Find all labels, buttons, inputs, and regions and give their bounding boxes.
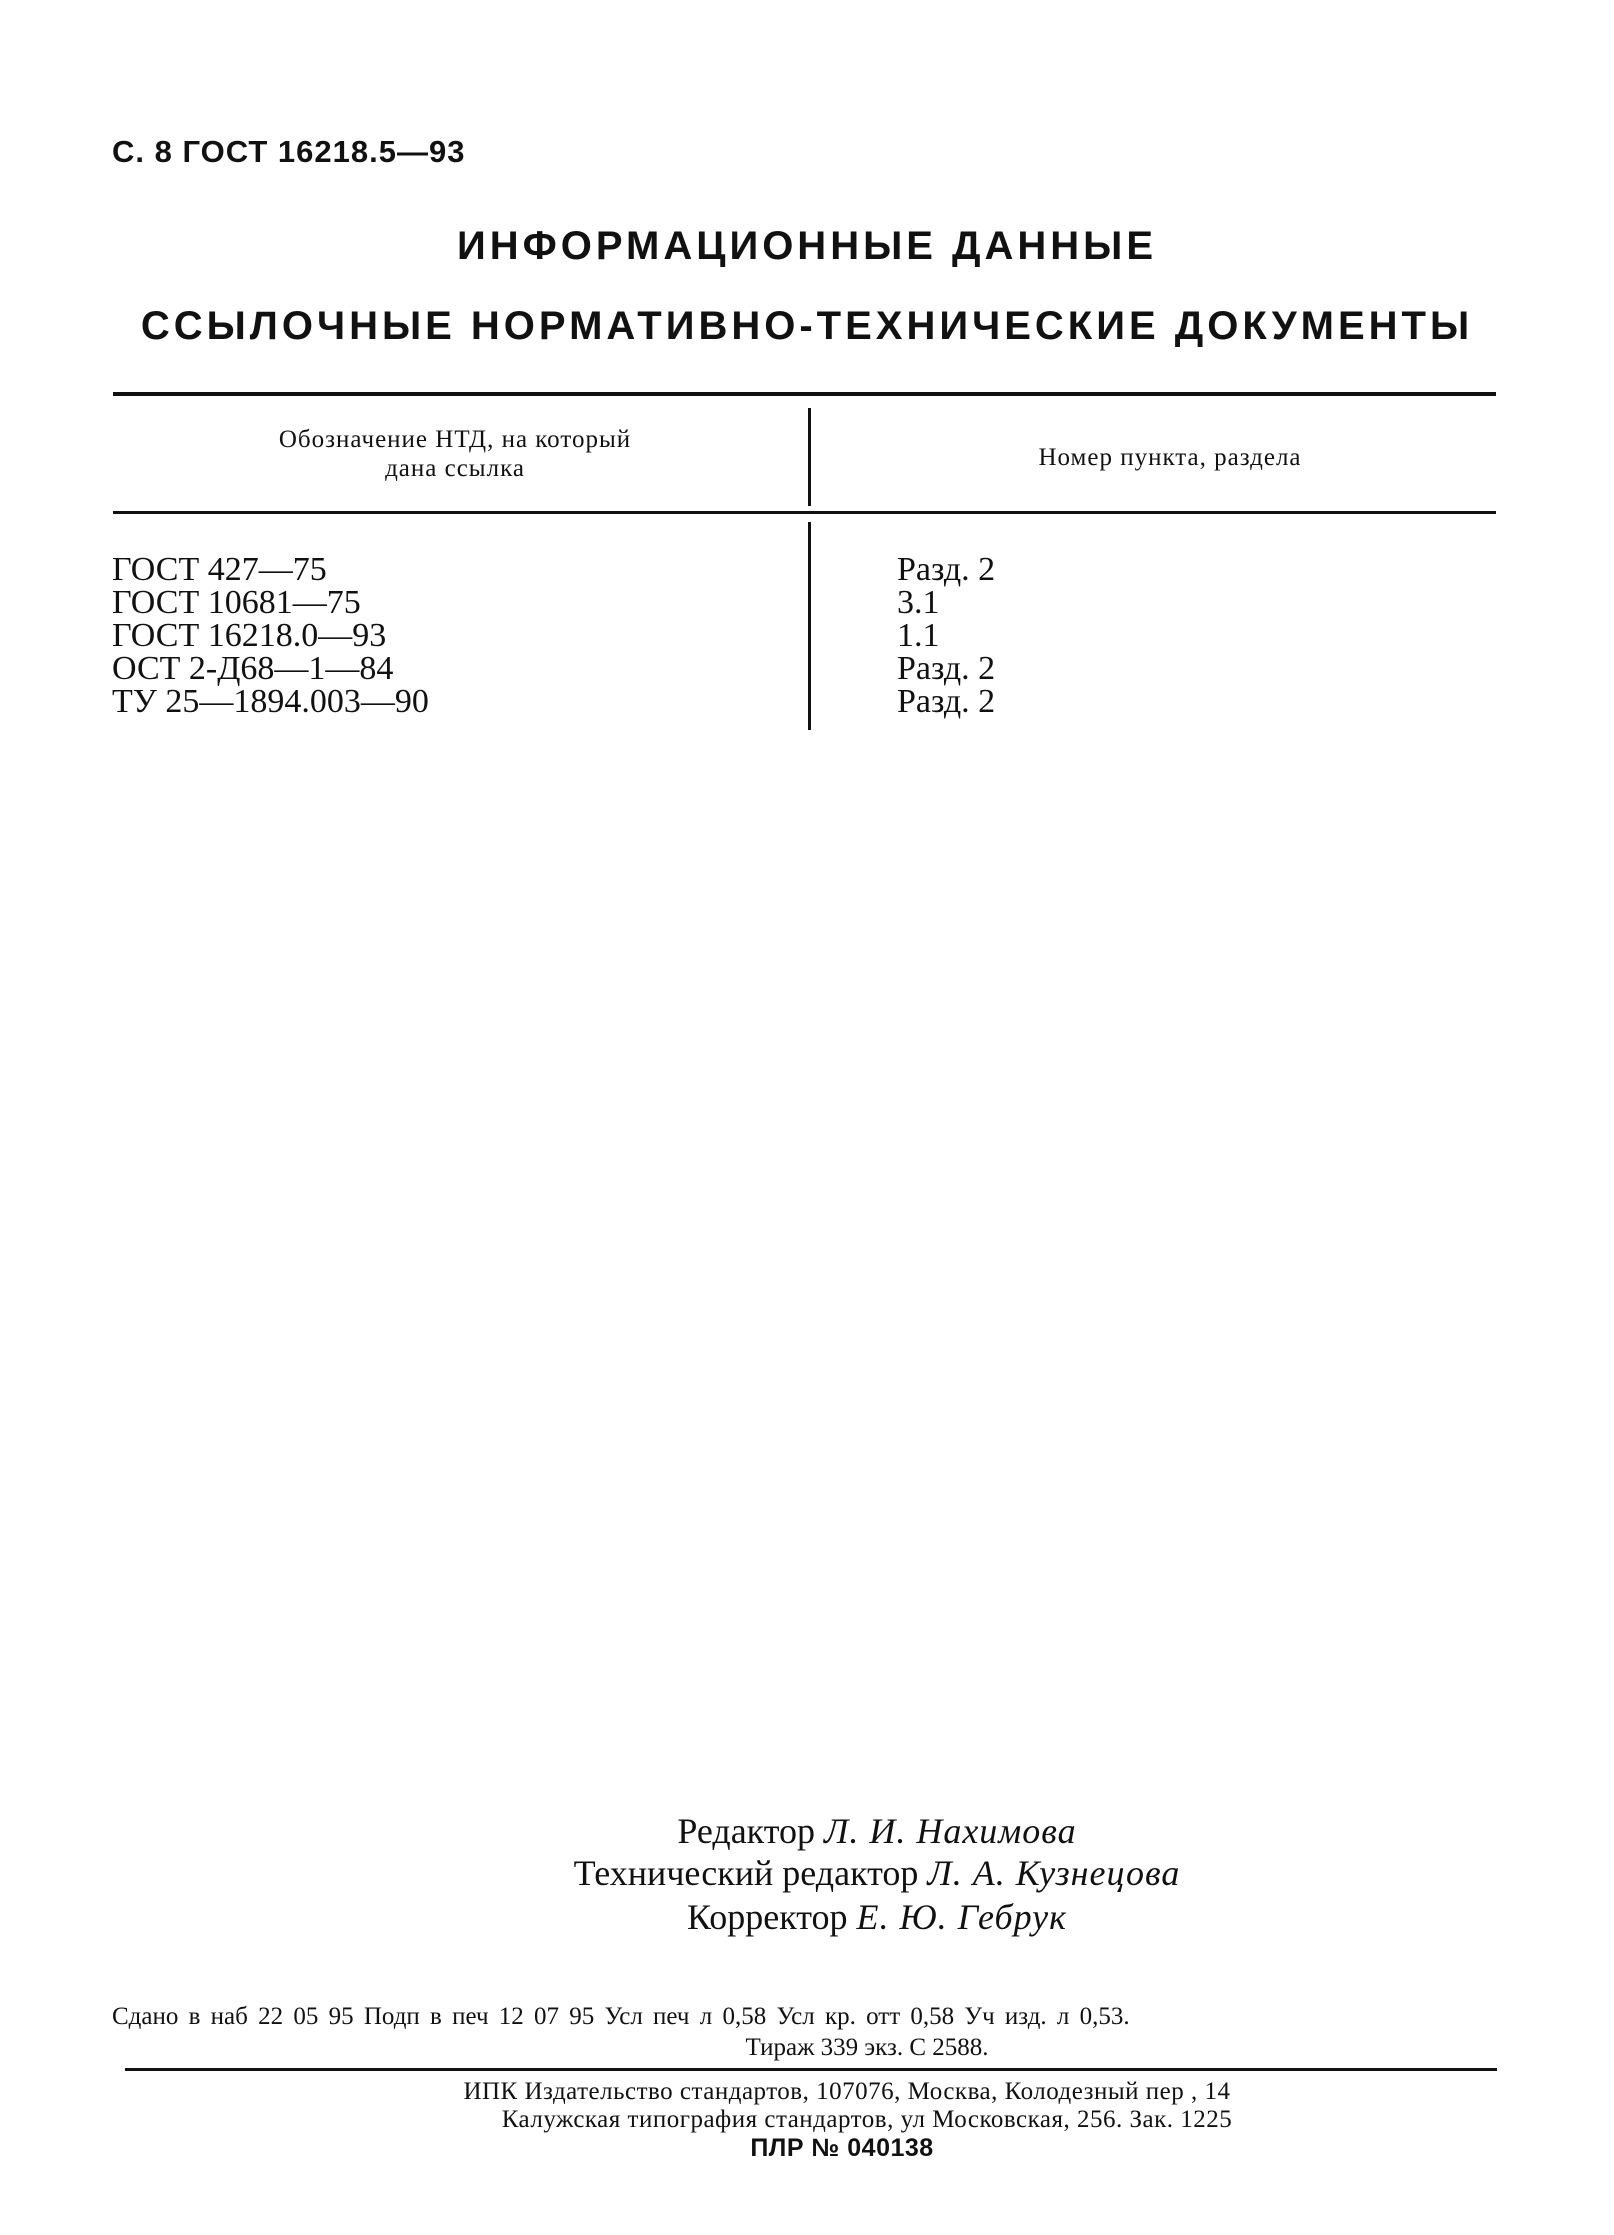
- table-header-rule: [113, 511, 1496, 514]
- table-cell-section: Разд. 2: [897, 650, 996, 687]
- table-column-documents: [112, 553, 429, 718]
- table-header-document-line1: Обозначение НТД, на который: [278, 426, 632, 453]
- table-header-divider: [808, 408, 811, 506]
- credit-editor-role: Редактор: [677, 1811, 815, 1851]
- license-number: ПЛР № 040138: [750, 2134, 934, 2162]
- credit-proofreader-name: Е. Ю. Гебрук: [856, 1897, 1067, 1937]
- table-body-divider: [808, 522, 811, 730]
- table-top-rule: [113, 392, 1496, 396]
- table-column-sections: [897, 553, 995, 718]
- table-cell-section: Разд. 2: [897, 683, 996, 720]
- table-cell-doc: ГОСТ 10681—75: [112, 584, 361, 621]
- credit-editor: [0, 1810, 1614, 1852]
- table-cell-section: 3.1: [897, 584, 940, 621]
- credit-proofreader: [0, 1896, 1614, 1938]
- imprint-rule: [125, 2068, 1497, 2071]
- credit-proofreader-role: Корректор: [687, 1897, 848, 1937]
- section-title: ИНФОРМАЦИОННЫЕ ДАННЫЕ: [456, 224, 1158, 268]
- section-subtitle: ССЫЛОЧНЫЕ НОРМАТИВНО-ТЕХНИЧЕСКИЕ ДОКУМЕНТЫ: [140, 304, 1474, 348]
- table-header-document: [150, 425, 760, 483]
- page-header: С. 8 ГОСТ 16218.5—93: [112, 134, 466, 169]
- table-header-document-line2: дана ссылка: [385, 455, 525, 482]
- credit-tech-editor-name: Л. А. Кузнецова: [927, 1853, 1181, 1893]
- table-cell-section: Разд. 2: [897, 551, 996, 588]
- credit-tech-editor-role: Технический редактор: [573, 1853, 919, 1893]
- printer-address: Калужская типография стандартов, ул Московская, 256. Зак. 1225: [501, 2106, 1233, 2133]
- table-cell-doc: ТУ 25—1894.003—90: [112, 683, 429, 720]
- table-cell-doc: ОСТ 2-Д68—1—84: [112, 650, 394, 687]
- table-cell-doc: ГОСТ 427—75: [112, 551, 327, 588]
- credit-tech-editor: [0, 1852, 1614, 1894]
- imprint-print-details: Сдано в наб 22 05 95 Подп в печ 12 07 95 Усл печ л 0,58 Усл кр. отт 0,58 Уч изд. л 0,53.: [112, 2003, 1130, 2030]
- table-header-section: Номер пункта, раздела: [1038, 444, 1302, 471]
- table-cell-section: 1.1: [897, 617, 940, 654]
- imprint-circulation: Тираж 339 экз. С 2588.: [745, 2034, 989, 2061]
- table-cell-doc: ГОСТ 16218.0—93: [112, 617, 387, 654]
- credit-editor-name: Л. И. Нахимова: [823, 1811, 1077, 1851]
- publisher-address: ИПК Издательство стандартов, 107076, Москва, Колодезный пер , 14: [463, 2078, 1231, 2105]
